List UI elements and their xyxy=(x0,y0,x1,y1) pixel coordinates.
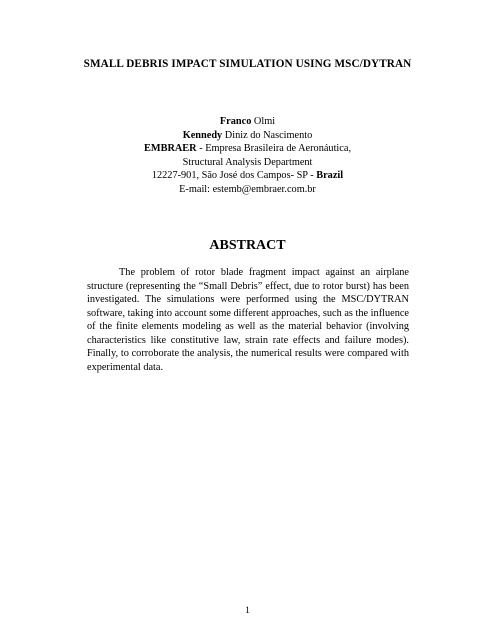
abstract-heading: ABSTRACT xyxy=(209,238,286,253)
address-text: 12227-901, São José dos Campos- SP - xyxy=(151,170,317,181)
abstract-paragraph: The problem of rotor blade fragment impact against an airplane structure (representing the “Small Debris” effect, due to rotor burst) has been investigated. The simulations were performed using the MSC/DYTRAN software, taking into account some different approaches, such as the influence of the finite elements modeling as well as the material behavior (involving characteristics like constitutive law, strain rate effects and failure modes). Finally, to corroborate the analysis, the numerical results were compared with experimental data. xyxy=(87,267,409,373)
organization-acronym: EMBRAER xyxy=(143,143,197,154)
author-block xyxy=(0,115,495,196)
author-last-name: Diniz do Nascimento xyxy=(222,129,313,141)
affiliation-line xyxy=(0,142,495,156)
address-country: Brazil xyxy=(316,170,344,181)
email-line: E-mail: estemb@embraer.com.br xyxy=(179,183,316,195)
address-line xyxy=(0,169,495,183)
author-first-name: Kennedy xyxy=(182,129,223,141)
department-line: Structural Analysis Department xyxy=(182,156,313,168)
author-first-name: Franco xyxy=(219,116,252,127)
organization-name: - Empresa Brasileira de Aeronáutica, xyxy=(196,143,352,154)
paper-title: SMALL DEBRIS IMPACT SIMULATION USING MSC/DYTRAN xyxy=(83,58,412,70)
author-line xyxy=(0,129,495,143)
author-line xyxy=(0,115,495,129)
author-last-name: Olmi xyxy=(251,116,276,127)
page-number: 1 xyxy=(245,606,250,616)
